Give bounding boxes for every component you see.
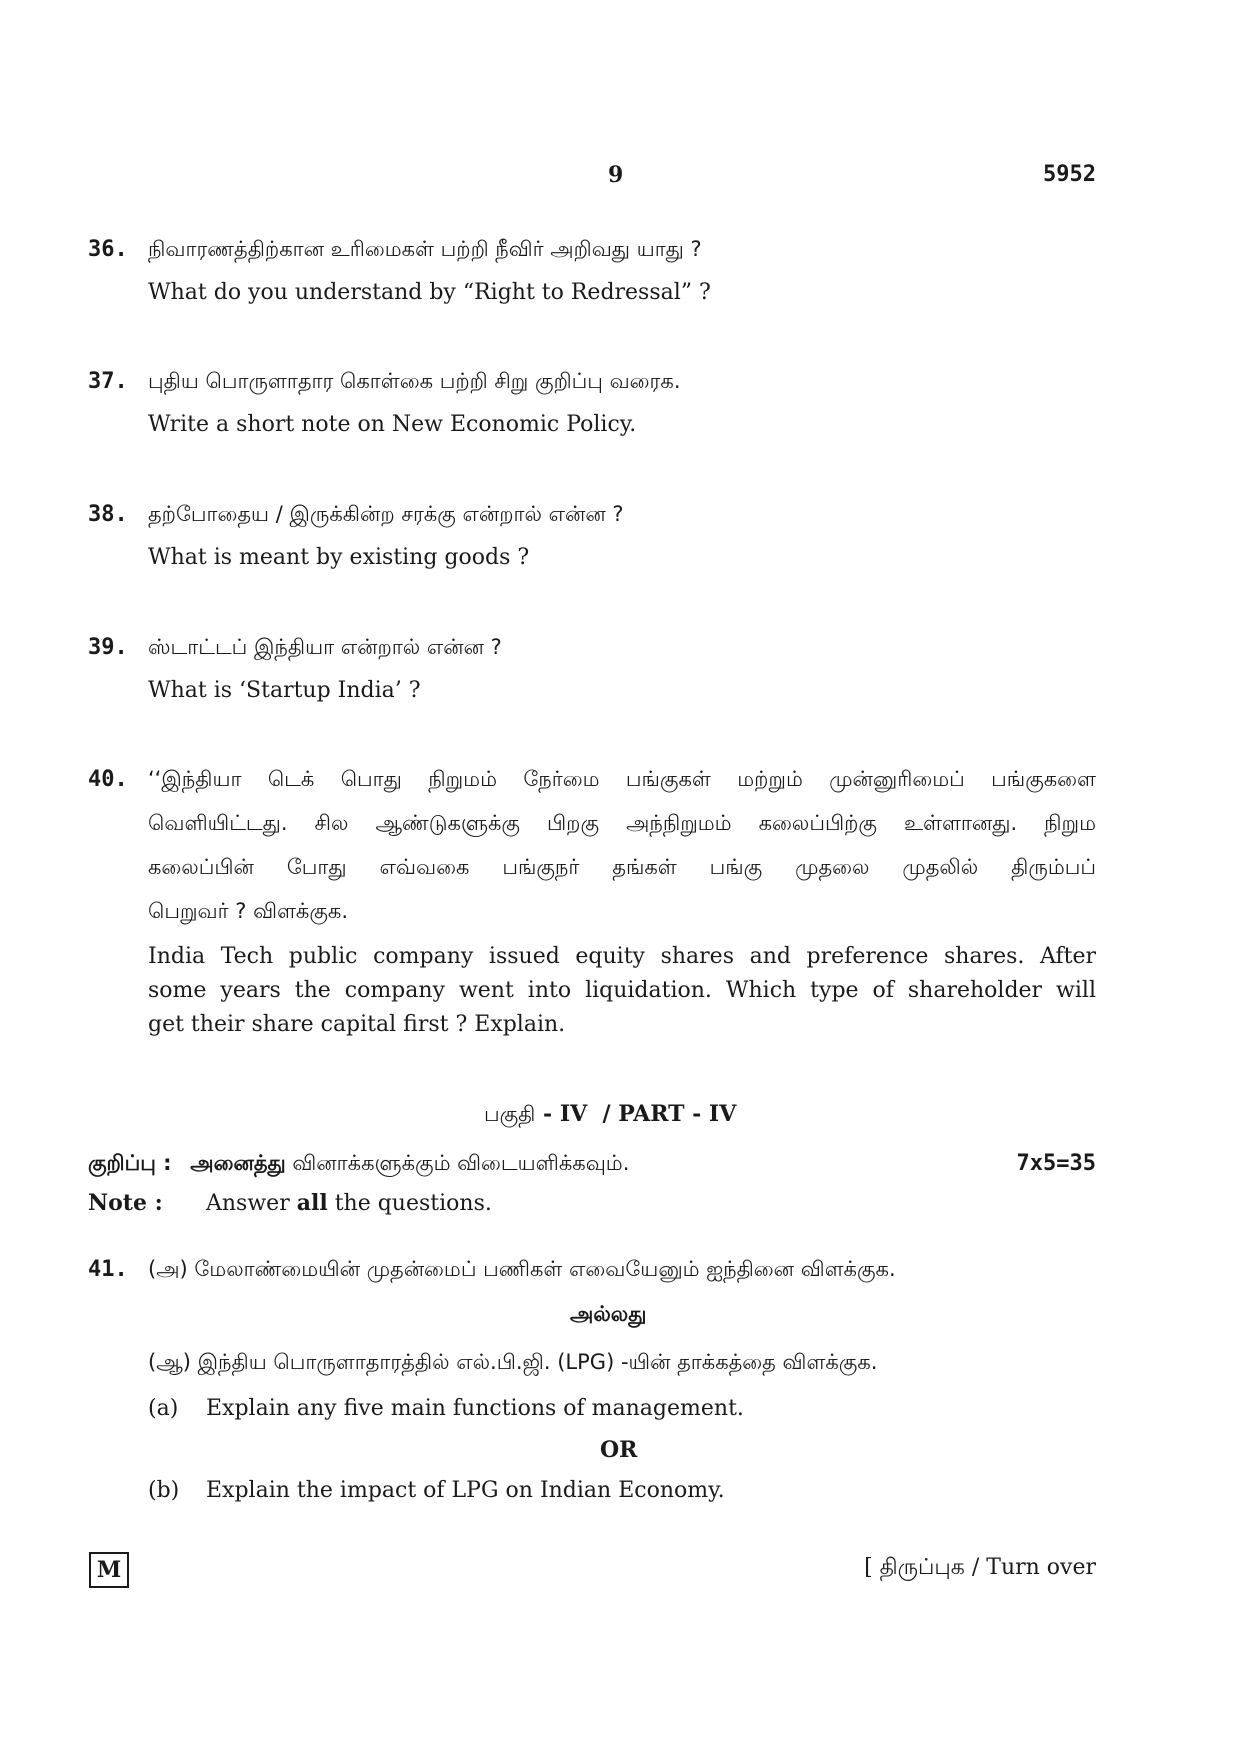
note-tamil-label: குறிப்பு : xyxy=(88,1151,172,1175)
footer-box: M xyxy=(89,1552,129,1588)
note-tamil-bold: அனைத்து xyxy=(190,1151,286,1175)
question-english: Write a short note on New Economic Policy. xyxy=(148,412,637,437)
note-tamil-text: வினாக்களுக்கும் விடையளிக்கவும். xyxy=(285,1151,630,1175)
option-a-label: (a) xyxy=(148,1396,179,1421)
note-english xyxy=(206,1190,492,1216)
note-english-label: Note : xyxy=(88,1190,163,1216)
note-tamil xyxy=(88,1151,629,1178)
marks: 7x5=35 xyxy=(1016,1151,1096,1176)
question-english-line: get their share capital first ? Explain. xyxy=(148,1012,566,1037)
option-b-label: (b) xyxy=(148,1478,180,1503)
note-english-pre: Answer xyxy=(206,1191,297,1216)
question-tamil-line: கலைப்பின் போது எவ்வகை பங்குநர் தங்கள் பங்கு முதலை முதலில் திரும்பப் xyxy=(148,855,1096,879)
option-b-english: Explain the impact of LPG on Indian Economy. xyxy=(206,1478,725,1503)
question-number: 39. xyxy=(88,635,128,660)
question-number: 41. xyxy=(88,1257,128,1282)
question-english-line: India Tech public company issued equity shares and preference shares. After xyxy=(148,944,1096,969)
option-a-english: Explain any five main functions of management. xyxy=(206,1396,744,1421)
question-tamil: புதிய பொருளாதார கொள்கை பற்றி சிறு குறிப்பு வரைக. xyxy=(148,369,681,393)
question-english: What is ‘Startup India’ ? xyxy=(148,678,421,703)
option-a-tamil: (அ) மேலாண்மையின் முதன்மைப் பணிகள் எவையேனும் ஐந்தினை விளக்குக. xyxy=(148,1257,896,1281)
or-tamil: அல்லது xyxy=(570,1302,647,1326)
or-english: OR xyxy=(600,1437,638,1463)
question-tamil-line: வெளியிட்டது. சில ஆண்டுகளுக்கு பிறகு அந்நிறுமம் கலைப்பிற்கு உள்ளானது. நிறும xyxy=(148,811,1096,835)
question-tamil-line: பெறுவர் ? விளக்குக. xyxy=(148,899,349,923)
question-english-line: some years the company went into liquidation. Which type of shareholder will xyxy=(148,978,1096,1003)
question-english: What is meant by existing goods ? xyxy=(148,545,530,570)
part-heading-english: PART - IV xyxy=(618,1101,737,1127)
part-heading-separator: - IV / xyxy=(535,1101,619,1127)
part-heading-tamil: பகுதி xyxy=(484,1102,536,1126)
question-english: What do you understand by “Right to Redressal” ? xyxy=(148,280,711,305)
question-number: 38. xyxy=(88,502,128,527)
question-tamil: நிவாரணத்திற்கான உரிமைகள் பற்றி நீவிர் அறிவது யாது ? xyxy=(148,237,702,261)
question-tamil: தற்போதைய / இருக்கின்ற சரக்கு என்றால் என்ன ? xyxy=(148,502,624,526)
paper-code: 5952 xyxy=(1043,162,1096,187)
option-b-tamil: (ஆ) இந்திய பொருளாதாரத்தில் எல்.பி.ஜி. (LPG) -யின் தாக்கத்தை விளக்குக. xyxy=(148,1350,878,1374)
question-number: 40. xyxy=(88,767,128,792)
question-number: 36. xyxy=(88,237,128,262)
question-number: 37. xyxy=(88,369,128,394)
part-heading xyxy=(484,1101,736,1129)
question-tamil-line: ‘‘இந்தியா டெக் பொது நிறுமம் நேர்மை பங்குகள் மற்றும் முன்னுரிமைப் பங்குகளை xyxy=(148,767,1096,791)
note-english-rest: the questions. xyxy=(327,1191,492,1216)
turn-over: [ திருப்புக / Turn over xyxy=(864,1555,1096,1580)
note-english-bold: all xyxy=(296,1190,328,1216)
page-number: 9 xyxy=(608,162,624,188)
question-tamil: ஸ்டாட்டப் இந்தியா என்றால் என்ன ? xyxy=(148,635,502,659)
